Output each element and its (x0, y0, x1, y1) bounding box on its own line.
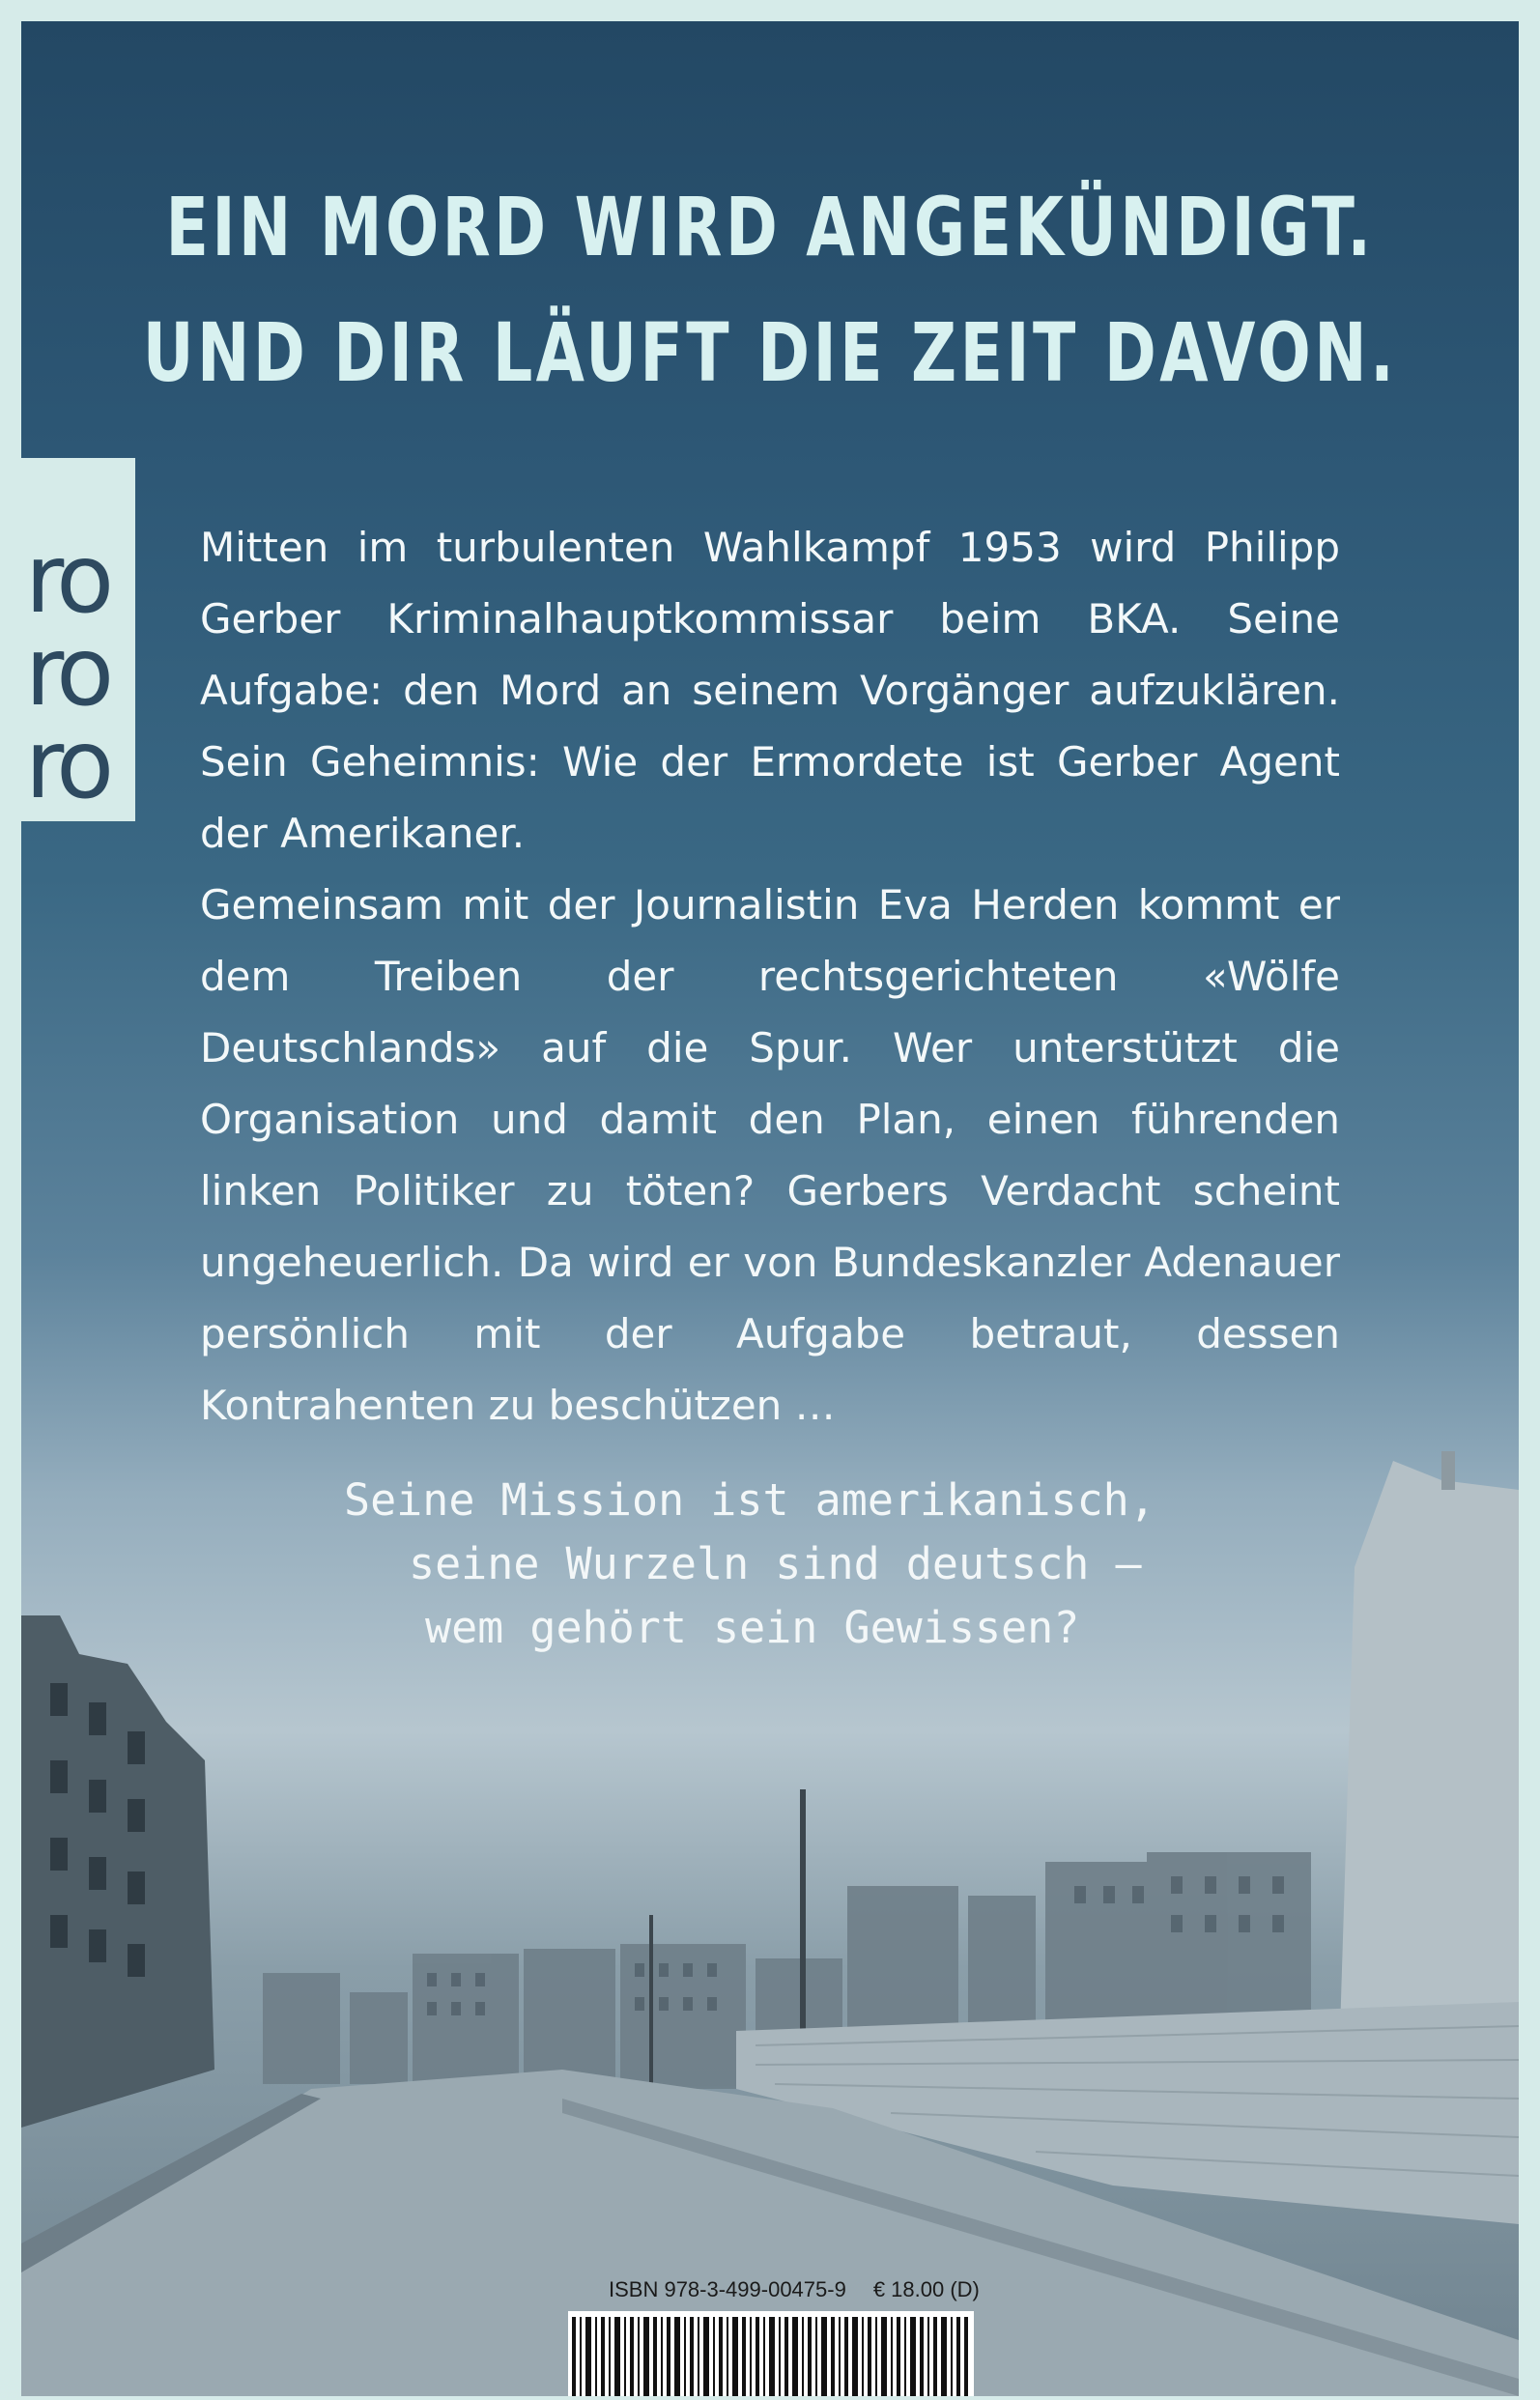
logo-line: ro (25, 710, 109, 820)
blurb-text (200, 512, 1340, 1442)
blurb-paragraph-1: Mitten im turbulenten Wahlkampf 1953 wird Philipp Gerber Kriminalhauptkommissar beim BKA. Seine Aufgabe: den Mord an seinem Vorgänger aufzuklären. Sein Geheimnis: Wie der Ermordete ist Gerber Agent der Amerikaner. (200, 524, 1340, 857)
headline-line-2: UND DIR LÄUFT DIE ZEIT DAVON. (142, 305, 1398, 400)
blurb-paragraph-2: Gemeinsam mit der Journalistin Eva Herden kommt er dem Treiben der rechtsgerichteten «Wölfe Deutschlands» auf die Spur. Wer unterstützt die Organisation und damit den Plan, einen führenden linken Politiker zu töten? Gerbers Verdacht scheint ungeheuerlich. Da wird er von Bundeskanzler Adenauer persönlich mit der Aufgabe betraut, dessen Kontrahenten zu beschützen … (200, 881, 1340, 1429)
headline (127, 164, 1414, 415)
logo-line: ro (25, 525, 109, 635)
isbn-label: ISBN 978-3-499-00475-9 (609, 2277, 846, 2301)
logo-line: ro (25, 617, 109, 728)
rororo-logo (21, 458, 135, 821)
tagline-line-2: seine Wurzeln sind deutsch – (409, 1538, 1142, 1589)
barcode-bars (568, 2311, 974, 2396)
tagline-line-1: Seine Mission ist amerikanisch, (344, 1474, 1155, 1526)
headline-line-1: EIN MORD WIRD ANGEKÜNDIGT. (165, 180, 1375, 274)
price-info (609, 2277, 1007, 2302)
tagline-line-3: wem gehört sein Gewissen? (425, 1602, 1080, 1653)
price-label: € 18.00 (D) (872, 2277, 980, 2301)
barcode (568, 2311, 974, 2396)
